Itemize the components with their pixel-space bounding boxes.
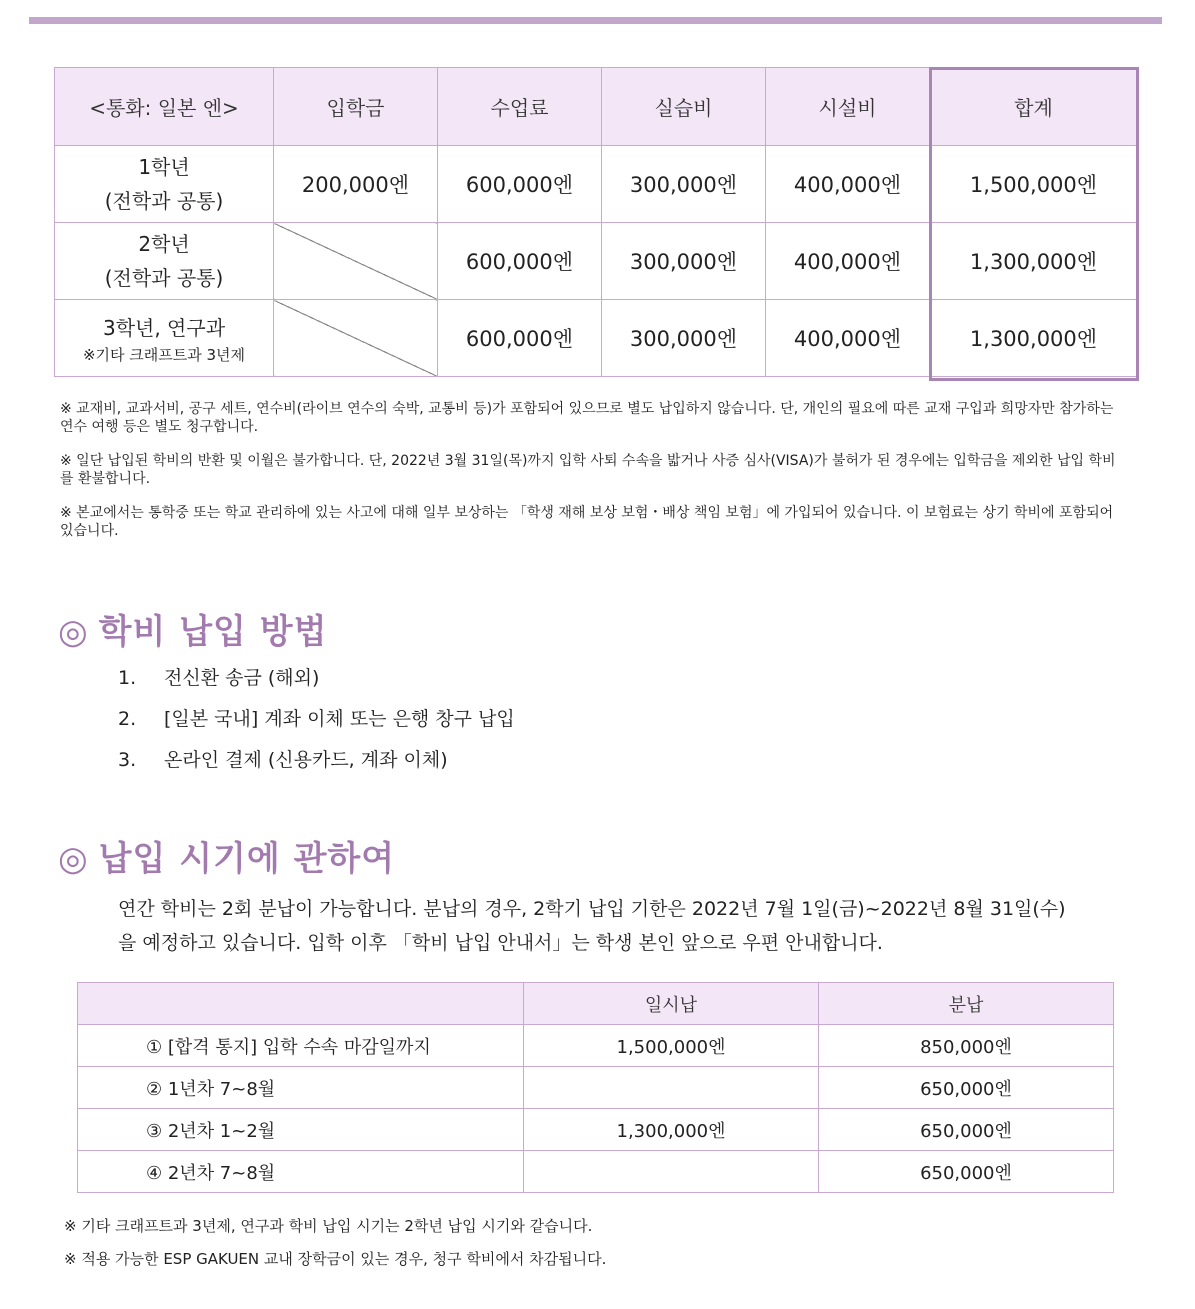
row-label-line2: ※기타 크래프트과 3년제 bbox=[82, 346, 246, 364]
row-label bbox=[55, 223, 274, 300]
entrance-fee-cell: 200,000엔 bbox=[274, 146, 438, 223]
tuition-cell: 600,000엔 bbox=[438, 223, 602, 300]
schedule-label: ④ 2년차 7~8월 bbox=[78, 1151, 524, 1193]
total-cell: 1,300,000엔 bbox=[930, 223, 1138, 300]
header-tuition: 수업료 bbox=[438, 68, 602, 146]
row-label bbox=[55, 146, 274, 223]
table-row bbox=[55, 300, 1138, 377]
entrance-fee-cell-empty bbox=[274, 300, 438, 377]
facility-fee-cell: 400,000엔 bbox=[766, 300, 930, 377]
header-total: 합계 bbox=[930, 68, 1138, 146]
double-circle-icon: ◎ bbox=[58, 839, 89, 879]
heading-text: 납입 시기에 관하여 bbox=[98, 839, 396, 879]
tuition-cell: 600,000엔 bbox=[438, 146, 602, 223]
table-row bbox=[78, 1151, 1114, 1193]
row-label-line1: 2학년 bbox=[138, 232, 190, 256]
note-text: ※ 본교에서는 통학중 또는 학교 관리하에 있는 사고에 대해 일부 보상하는 「학생 재해 보상 보험・배상 책임 보험」에 가입되어 있습니다. 이 보험료는 상기 학비에 포함되어 있습니다. bbox=[60, 505, 1114, 539]
fee-notes bbox=[60, 400, 1120, 556]
item-text: 온라인 결제 (신용카드, 계좌 이체) bbox=[164, 749, 448, 771]
payment-methods-heading bbox=[58, 604, 327, 653]
facility-fee-cell: 400,000엔 bbox=[766, 223, 930, 300]
item-number: 3. bbox=[118, 749, 137, 771]
payment-method-list bbox=[118, 665, 515, 788]
header-currency: <통화: 일본 엔> bbox=[55, 68, 274, 146]
lump-sum-cell bbox=[524, 1151, 819, 1193]
row-label-line2: (전학과 공통) bbox=[104, 266, 224, 290]
item-text: 전신환 송금 (해외) bbox=[164, 667, 320, 689]
header-practice-fee: 실습비 bbox=[602, 68, 766, 146]
header-entrance-fee: 입학금 bbox=[274, 68, 438, 146]
item-number: 1. bbox=[118, 667, 137, 689]
facility-fee-cell: 400,000엔 bbox=[766, 146, 930, 223]
installment-cell: 650,000엔 bbox=[819, 1067, 1114, 1109]
installment-cell: 850,000엔 bbox=[819, 1025, 1114, 1067]
footnote-text: ※ 적용 가능한 ESP GAKUEN 교내 장학금이 있는 경우, 청구 학비에서 차감됩니다. bbox=[64, 1250, 607, 1268]
note-text: ※ 일단 납입된 학비의 반환 및 이월은 불가합니다. 단, 2022년 3월 31일(목)까지 입학 사퇴 수속을 밟거나 사증 심사(VISA)가 불허가 된 경우에는 입학금을 제외한 납입 학비를 환불합니다. bbox=[60, 453, 1116, 487]
header-installment: 분납 bbox=[819, 983, 1114, 1025]
schedule-header-row bbox=[78, 983, 1114, 1025]
practice-fee-cell: 300,000엔 bbox=[602, 223, 766, 300]
header-facility-fee: 시설비 bbox=[766, 68, 930, 146]
item-number: 2. bbox=[118, 708, 137, 730]
top-divider-bar bbox=[29, 17, 1162, 24]
practice-fee-cell: 300,000엔 bbox=[602, 146, 766, 223]
entrance-fee-cell-empty bbox=[274, 223, 438, 300]
lump-sum-cell: 1,300,000엔 bbox=[524, 1109, 819, 1151]
installment-cell: 650,000엔 bbox=[819, 1109, 1114, 1151]
header-blank bbox=[78, 983, 524, 1025]
row-label-line1: 1학년 bbox=[138, 155, 190, 179]
table-row bbox=[78, 1109, 1114, 1151]
double-circle-icon: ◎ bbox=[58, 612, 89, 652]
fee-table-header-row bbox=[55, 68, 1138, 146]
list-item bbox=[118, 665, 515, 706]
list-item bbox=[118, 747, 515, 788]
schedule-label: ② 1년차 7~8월 bbox=[78, 1067, 524, 1109]
table-row bbox=[78, 1067, 1114, 1109]
schedule-label: ① [합격 통지] 입학 수속 마감일까지 bbox=[78, 1025, 524, 1067]
payment-schedule-table bbox=[77, 982, 1114, 1193]
heading-text: 학비 납입 방법 bbox=[98, 612, 328, 652]
payment-period-heading bbox=[58, 831, 395, 880]
lump-sum-cell bbox=[524, 1067, 819, 1109]
row-label-line1: 3학년, 연구과 bbox=[102, 316, 226, 340]
footnote-text: ※ 기타 크래프트과 3년제, 연구과 학비 납입 시기는 2학년 납입 시기와 같습니다. bbox=[64, 1217, 593, 1235]
table-row bbox=[55, 146, 1138, 223]
schedule-label: ③ 2년차 1~2월 bbox=[78, 1109, 524, 1151]
row-label bbox=[55, 300, 274, 377]
footnotes bbox=[64, 1216, 606, 1282]
installment-cell: 650,000엔 bbox=[819, 1151, 1114, 1193]
payment-period-description: 연간 학비는 2회 분납이 가능합니다. 분납의 경우, 2학기 납입 기한은 2022년 7월 1일(금)~2022년 8월 31일(수) 을 예정하고 있습니다. 입학 이후 「학비 납입 안내서」는 학생 본인 앞으로 우편 안내합니다. bbox=[118, 898, 1066, 954]
total-cell: 1,300,000엔 bbox=[930, 300, 1138, 377]
note-text: ※ 교재비, 교과서비, 공구 세트, 연수비(라이브 연수의 숙박, 교통비 등)가 포함되어 있으므로 별도 납입하지 않습니다. 단, 개인의 필요에 따른 교재 구입과 희망자만 참가하는 연수 여행 등은 별도 청구합니다. bbox=[60, 401, 1114, 435]
table-row bbox=[55, 223, 1138, 300]
row-label-line2: (전학과 공통) bbox=[104, 189, 224, 213]
tuition-cell: 600,000엔 bbox=[438, 300, 602, 377]
item-text: [일본 국내] 계좌 이체 또는 은행 창구 납입 bbox=[164, 708, 515, 730]
total-cell: 1,500,000엔 bbox=[930, 146, 1138, 223]
lump-sum-cell: 1,500,000엔 bbox=[524, 1025, 819, 1067]
header-lump-sum: 일시납 bbox=[524, 983, 819, 1025]
practice-fee-cell: 300,000엔 bbox=[602, 300, 766, 377]
tuition-fee-table bbox=[54, 67, 1138, 377]
table-row bbox=[78, 1025, 1114, 1067]
list-item bbox=[118, 706, 515, 747]
